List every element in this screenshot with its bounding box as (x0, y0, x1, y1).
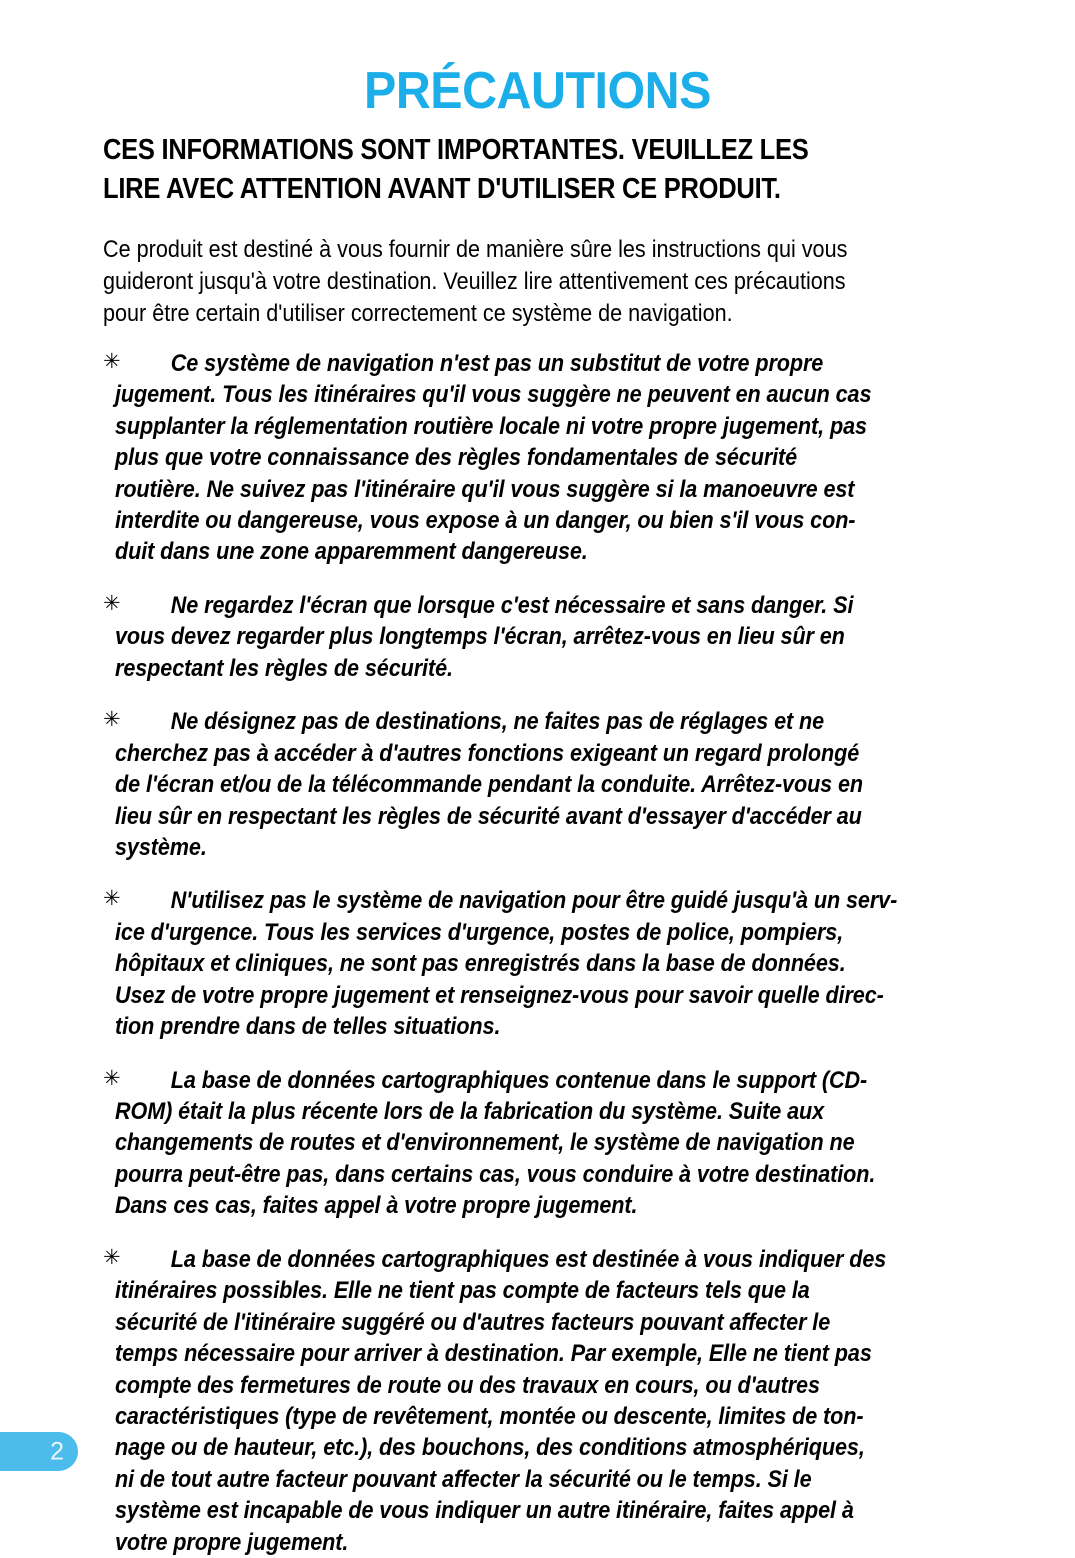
intro-paragraph (103, 234, 965, 330)
list-item-line: ice d'urgence. Tous les services d'urgence, postes de police, pompiers, (115, 918, 844, 946)
eight-pointed-star-bullet-icon: ✳ (103, 1244, 121, 1269)
page-number-badge (0, 1432, 78, 1471)
list-item-line: itinéraires possibles. Elle ne tient pas compte de facteurs tels que la (115, 1277, 810, 1305)
content-column (103, 131, 965, 1558)
list-item-line: temps nécessaire pour arriver à destination. Par exemple, Elle ne tient pas (115, 1340, 872, 1368)
list-item-line: supplanter la réglementation routière locale ni votre propre jugement, pas (115, 412, 867, 440)
intro-line-3: pour être certain d'utiliser correctement ce système de navigation. (103, 299, 733, 327)
list-item-line: tion prendre dans de telles situations. (115, 1013, 501, 1041)
list-item-line: votre propre jugement. (115, 1528, 349, 1556)
intro-line-2: guideront jusqu'à votre destination. Veuillez lire attentivement ces précautions (103, 268, 846, 296)
precautions-list (103, 348, 965, 1558)
list-item-line: Usez de votre propre jugement et renseignez-vous pour savoir quelle direc- (115, 981, 884, 1009)
list-item-line: changements de routes et d'environnement, le système de navigation ne (115, 1129, 855, 1157)
list-item-line: caractéristiques (type de revêtement, montée ou descente, limites de ton- (115, 1402, 864, 1430)
eight-pointed-star-bullet-icon: ✳ (103, 707, 121, 732)
list-item-line: pourra peut-être pas, dans certains cas, vous conduire à votre destination. (115, 1160, 876, 1188)
list-item-line: sécurité de l'itinéraire suggéré ou d'autres facteurs pouvant affecter le (115, 1308, 831, 1336)
list-item-line: système. (115, 833, 207, 861)
list-item-line: respectant les règles de sécurité. (115, 654, 453, 682)
list-item-text (115, 348, 965, 568)
list-item-line: La base de données cartographiques est destinée à vous indiquer des (170, 1245, 887, 1273)
list-item-text (115, 1065, 965, 1222)
list-item-line: routière. Ne suivez pas l'itinéraire qu'il vous suggère si la manoeuvre est (115, 475, 855, 503)
list-item-line: N'utilisez pas le système de navigation pour être guidé jusqu'à un serv- (170, 887, 898, 915)
list-item-line: plus que votre connaissance des règles fondamentales de sécurité (115, 444, 798, 472)
eight-pointed-star-bullet-icon: ✳ (103, 1065, 121, 1090)
list-item-line: jugement. Tous les itinéraires qu'il vous suggère ne peuvent en aucun cas (115, 381, 872, 409)
heading-line-1: CES INFORMATIONS SONT IMPORTANTES. VEUILLEZ LES (103, 134, 809, 166)
list-item-line: lieu sûr en respectant les règles de sécurité avant d'essayer d'accéder au (115, 802, 862, 830)
list-item-line: Ne désignez pas de destinations, ne faites pas de réglages et ne (170, 708, 825, 736)
list-item-line: hôpitaux et cliniques, ne sont pas enregistrés dans la base de données. (115, 950, 846, 978)
list-item (103, 1065, 965, 1222)
list-item-line: interdite ou dangereuse, vous expose à un danger, ou bien s'il vous con- (115, 507, 856, 535)
list-item-line: vous devez regarder plus longtemps l'écran, arrêtez-vous en lieu sûr en (115, 623, 845, 651)
list-item-line: La base de données cartographiques contenue dans le support (CD- (170, 1066, 868, 1094)
list-item-line: Dans ces cas, faites appel à votre propre jugement. (115, 1192, 638, 1220)
list-item-text (115, 885, 965, 1042)
eight-pointed-star-bullet-icon: ✳ (103, 886, 121, 911)
eight-pointed-star-bullet-icon: ✳ (103, 348, 121, 373)
intro-line-1: Ce produit est destiné à vous fournir de manière sûre les instructions qui vous (103, 236, 848, 264)
list-item-line: Ne regardez l'écran que lorsque c'est nécessaire et sans danger. Si (170, 591, 854, 619)
list-item-line: nage ou de hauteur, etc.), des bouchons, des conditions atmosphériques, (115, 1434, 865, 1462)
eight-pointed-star-bullet-icon: ✳ (103, 590, 121, 615)
list-item (103, 885, 965, 1042)
list-item (103, 706, 965, 863)
list-item-text (115, 1244, 965, 1558)
list-item (103, 590, 965, 684)
page-number: 2 (50, 1437, 64, 1465)
list-item (103, 1244, 965, 1558)
list-item-text (115, 706, 965, 863)
list-item (103, 348, 965, 568)
heading-line-2: LIRE AVEC ATTENTION AVANT D'UTILISER CE PRODUIT. (103, 172, 781, 205)
list-item-line: système est incapable de vous indiquer un autre itinéraire, faites appel à (115, 1497, 854, 1525)
list-item-line: ROM) était la plus récente lors de la fabrication du système. Suite aux (115, 1098, 825, 1126)
list-item-line: Ce système de navigation n'est pas un substitut de votre propre (170, 349, 824, 377)
list-item-line: compte des fermetures de route ou des travaux en cours, ou d'autres (115, 1371, 820, 1399)
list-item-line: cherchez pas à accéder à d'autres fonctions exigeant un regard prolongé (115, 739, 860, 767)
important-notice-heading (103, 131, 965, 208)
list-item-line: ni de tout autre facteur pouvant affecter la sécurité ou le temps. Si le (115, 1465, 812, 1493)
list-item-text (115, 590, 965, 684)
page-title: PRÉCAUTIONS (364, 61, 711, 120)
list-item-line: duit dans une zone apparemment dangereuse. (115, 538, 588, 566)
list-item-line: de l'écran et/ou de la télécommande pendant la conduite. Arrêtez-vous en (115, 771, 864, 799)
